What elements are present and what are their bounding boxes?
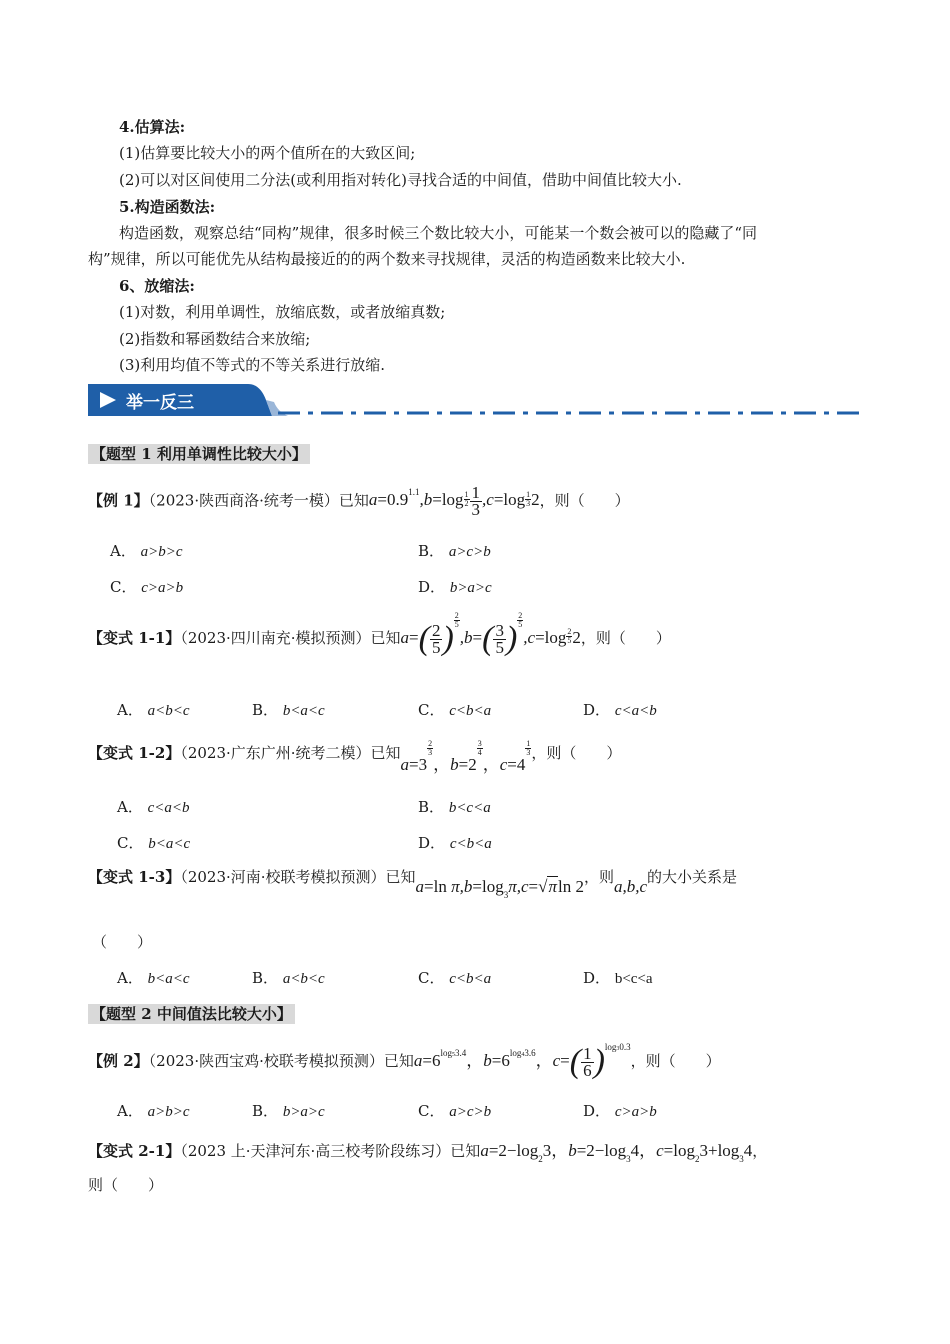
option-text: a<b<c	[282, 971, 325, 987]
v11-option-d	[583, 699, 657, 720]
v11-option-b	[252, 699, 325, 720]
v12-option-c	[117, 832, 190, 853]
option-text: c<a<b	[147, 800, 190, 816]
option-text: a>b>c	[140, 544, 183, 560]
option-text: b<a<c	[282, 703, 325, 719]
ex1-option-a	[110, 540, 183, 561]
option-text: c>a>b	[614, 1104, 657, 1120]
variant1-1-formula: a=( $\frac{2}{5}$ ) $^{\frac{2}{5}}$ ,b=( $\frac{3}{5}$ ) $^{\frac{2}{5}}$ ,c=log $_{\frac{2}{5}}$ 2	[400, 611, 581, 657]
option-letter: B．	[252, 969, 279, 987]
banner-label: 举一反三	[126, 393, 194, 413]
ex1-option-b	[418, 540, 491, 561]
option-letter: C．	[418, 701, 445, 719]
option-letter: D．	[583, 701, 611, 719]
method6-point1: (1)对数，利用单调性，放缩底数，或者放缩真数;	[119, 303, 446, 321]
type2-heading-text: 【题型 2 中间值法比较大小】	[88, 1004, 295, 1024]
v13-option-c	[418, 967, 491, 988]
ex2-option-a	[117, 1100, 190, 1121]
method6-title: 6、放缩法:	[119, 277, 195, 295]
option-letter: B．	[418, 542, 445, 560]
example2-source: （2023·陕西宝鸡·校联考模拟预测）已知	[148, 1051, 414, 1070]
option-text: c<b<a	[449, 836, 492, 852]
method4-point2: (2)可以对区间使用二分法(或利用指对转化)寻找合适的中间值，借助中间值比较大小.	[119, 171, 682, 189]
variant1-3-label: 【变式 1-3】	[88, 868, 181, 886]
v12-option-b	[418, 796, 491, 817]
option-letter: D．	[418, 834, 446, 852]
option-text: a>c>b	[448, 544, 491, 560]
ex2-option-d	[583, 1100, 657, 1121]
option-letter: A．	[117, 969, 143, 987]
v12-option-a	[117, 796, 190, 817]
variant2-1-source: （2023 上·天津河东·高三校考阶段练习）已知	[180, 1142, 481, 1160]
option-letter: A．	[117, 1102, 143, 1120]
v13-option-a	[117, 967, 190, 988]
option-text: b<a<c	[148, 836, 191, 852]
option-text: c>a>b	[141, 580, 184, 596]
type1-heading	[88, 443, 310, 464]
option-letter: A．	[117, 701, 143, 719]
variant1-3-formula: a=ln $\pi,b=\log_3\pi,c=√\pi\ln$ 2	[415, 877, 584, 900]
option-letter: D．	[583, 969, 611, 987]
method6-point2: (2)指数和幂函数结合来放缩;	[119, 330, 311, 348]
method4-point1: (1)估算要比较大小的两个值所在的大致区间;	[119, 144, 416, 162]
variant1-2-source: （2023·广东广州·统考二模）已知	[180, 744, 401, 762]
example2-tail: ，则（ ）	[630, 1051, 721, 1070]
variant2-1-formula: $a=2-\log_23$，$b=2-\log_34$，$c=\log_23+\log_34$	[480, 1141, 753, 1164]
option-letter: D．	[583, 1102, 611, 1120]
variant1-3-bracket: （ ）	[92, 933, 153, 951]
example1-question	[88, 485, 630, 525]
variant1-2-label: 【变式 1-2】	[88, 744, 181, 762]
option-letter: C．	[418, 1102, 445, 1120]
variant1-2-tail: ，则（ ）	[531, 744, 622, 762]
example1-source: （2023·陕西商洛·统考一模）已知	[148, 491, 369, 510]
v11-option-c	[418, 699, 491, 720]
example1-tail: ，则（ ）	[539, 491, 630, 510]
option-text: a<b<c	[147, 703, 190, 719]
variant1-2-formula: a=3 $^{\frac{2}{3}}$ ，b=2 $^{\frac{3}{4}}$ ，c=4 $^{\frac{1}{3}}$	[400, 739, 531, 774]
option-text: c<b<a	[449, 703, 492, 719]
variant1-1-tail: ，则（ ）	[580, 628, 671, 647]
variant1-3-source: （2023·河南·校联考模拟预测）已知	[180, 868, 416, 886]
v12-option-d	[418, 832, 492, 853]
method4-title: 4.估算法:	[119, 118, 186, 136]
variant1-2-question	[88, 738, 621, 776]
variant2-1-label: 【变式 2-1】	[88, 1142, 181, 1160]
section-banner	[88, 382, 863, 418]
option-text: b>a>c	[282, 1104, 325, 1120]
ex2-option-b	[252, 1100, 325, 1121]
type2-heading	[88, 1003, 295, 1024]
v13-option-b	[252, 967, 325, 988]
ex2-option-c	[418, 1100, 491, 1121]
banner-graphic	[88, 382, 863, 418]
option-text: a>b>c	[147, 1104, 190, 1120]
method6-point3: (3)利用均值不等式的不等关系进行放缩.	[119, 356, 386, 374]
option-letter: C．	[117, 834, 144, 852]
ex1-option-c	[110, 576, 183, 597]
variant2-1-line2: 则（ ）	[88, 1176, 164, 1194]
option-text: c<b<a	[449, 971, 492, 987]
v11-option-a	[117, 699, 190, 720]
option-letter: C．	[418, 969, 445, 987]
method5-para-line1: 构造函数，观察总结“同构”规律，很多时候三个数比较大小，可能某一个数会被可以的隐藏了“同	[119, 224, 758, 242]
variant1-1-question	[88, 611, 671, 672]
option-letter: A．	[117, 798, 143, 816]
option-text: b<c<a	[448, 800, 491, 816]
variant1-3-tail: 的大小关系是	[647, 868, 738, 886]
option-text: b<a<c	[147, 971, 190, 987]
option-text: c<a<b	[614, 703, 657, 719]
option-text: a>c>b	[449, 1104, 492, 1120]
variant1-1-source: （2023·四川南充·模拟预测）已知	[180, 628, 401, 647]
option-letter: D．	[418, 578, 446, 596]
variant2-1-tail: ，	[752, 1142, 768, 1160]
example2-label: 【例 2】	[88, 1051, 149, 1070]
example2-formula: $a=6^{log53.4}$，$b=6^{log43.6}$，c=( $\frac{1}{6}$ )$^{log30.3}$	[413, 1041, 631, 1080]
option-letter: B．	[418, 798, 445, 816]
variant2-1-question	[88, 1136, 768, 1164]
option-letter: A．	[110, 542, 136, 560]
v13-option-d	[583, 967, 653, 988]
variant1-3-mid: ，则	[583, 868, 614, 886]
option-letter: B．	[252, 1102, 279, 1120]
option-text: b>a>c	[449, 580, 492, 596]
variant1-3-vars: a,b,c	[613, 877, 648, 896]
option-letter: C．	[110, 578, 137, 596]
variant1-3-question	[88, 866, 737, 906]
option-letter: B．	[252, 701, 279, 719]
variant1-1-label: 【变式 1-1】	[88, 628, 181, 647]
ex1-option-d	[418, 576, 492, 597]
example2-question	[88, 1041, 721, 1089]
example1-label: 【例 1】	[88, 491, 149, 510]
method5-para-line2: 构”规律，所以可能优先从结构最接近的的两个数来寻找规律，灵活的构造函数来比较大小.	[88, 250, 686, 268]
example1-formula: $a=0.9^{1.1},b=\log$ $_{\frac{1}{2}}$ $\frac{1}{3}$ ,c=log $_{\frac{1}{3}}$ 2	[368, 483, 540, 519]
type1-heading-text: 【题型 1 利用单调性比较大小】	[88, 444, 310, 464]
option-text: b<c<a	[614, 971, 653, 987]
method5-title: 5.构造函数法:	[119, 198, 216, 216]
